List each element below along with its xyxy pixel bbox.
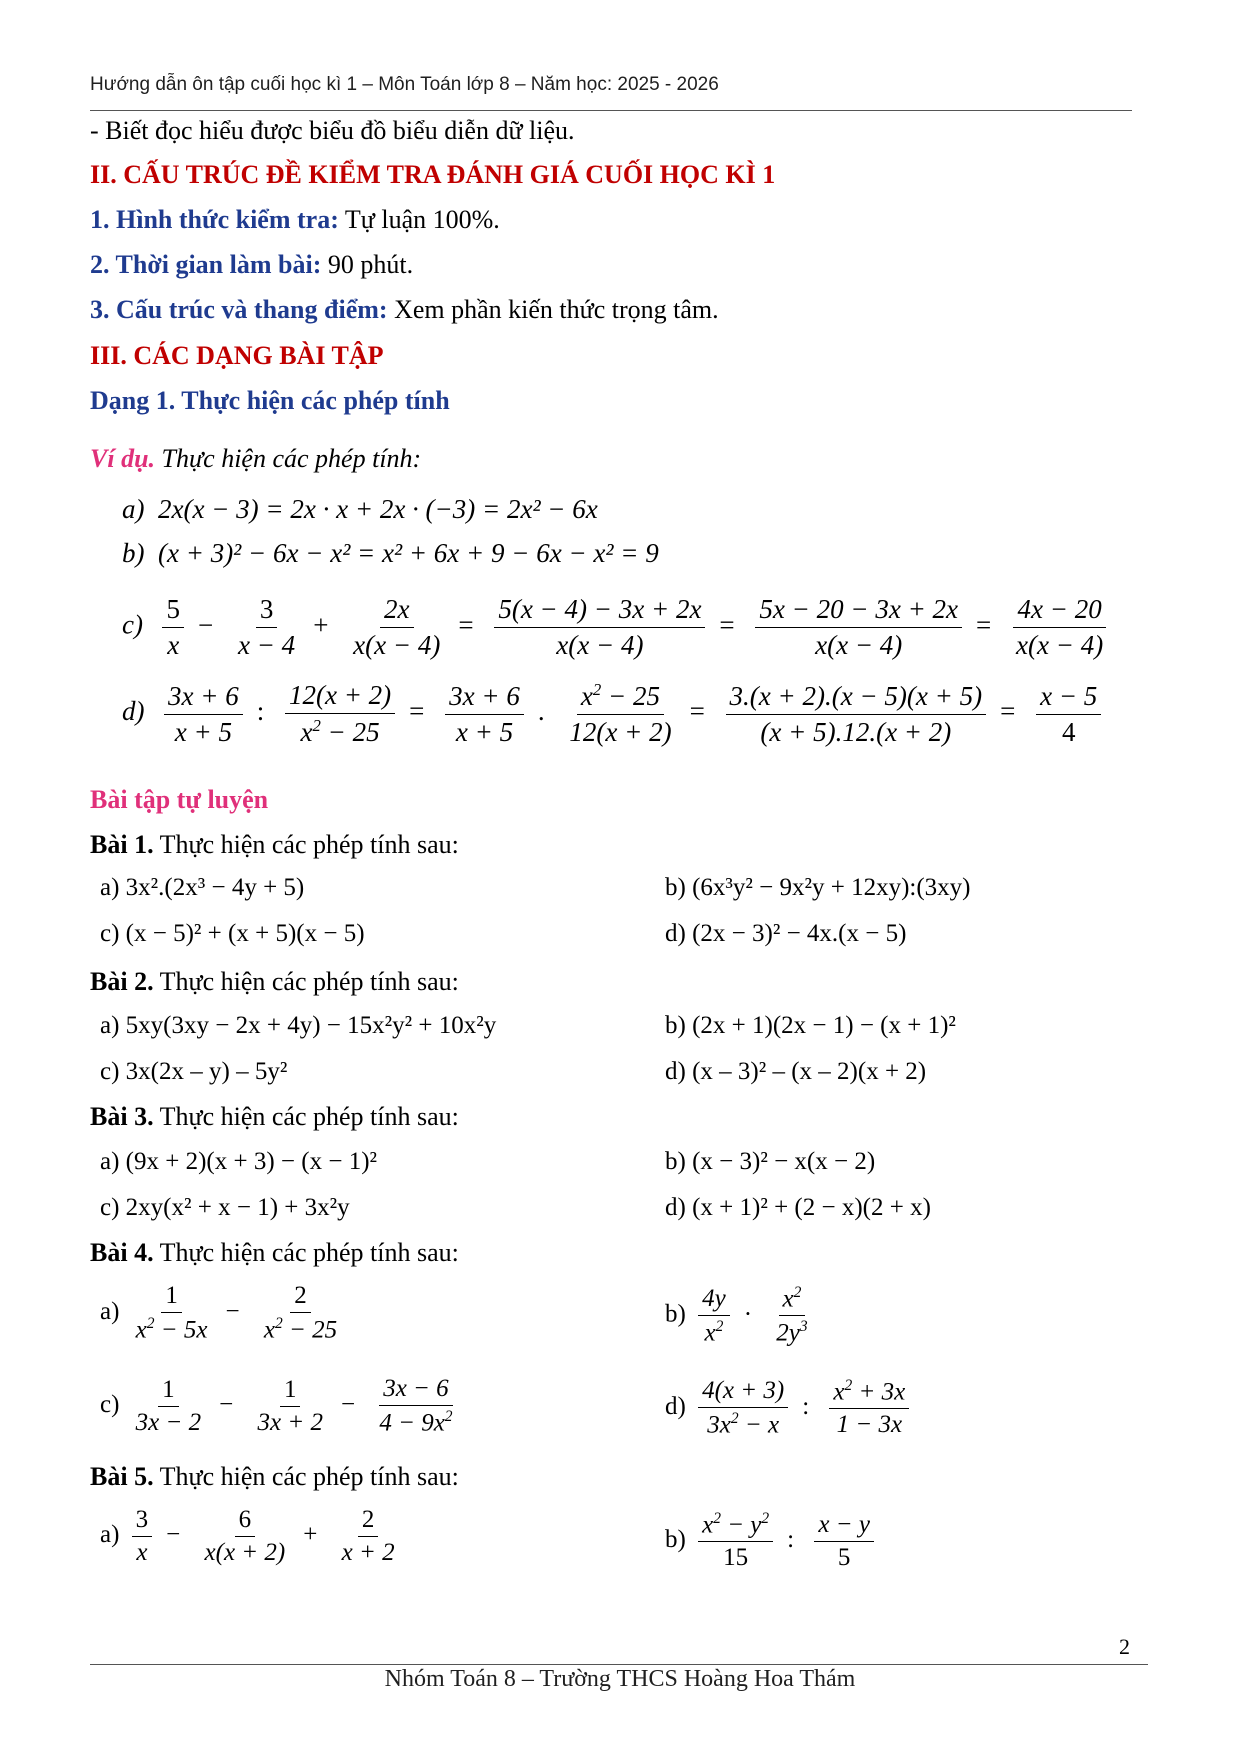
section-2-item-1: 1. Hình thức kiểm tra: Tự luận 100%. (90, 205, 500, 234)
bai-3-heading: Bài 3. Thực hiện các phép tính sau: (90, 1102, 459, 1131)
bai-1-d: d) (2x − 3)² − 4x.(x − 5) (665, 920, 907, 947)
bai-3-c: c) 2xy(x² + x − 1) + 3x²y (100, 1194, 350, 1221)
bai-2-c: c) 3x(2x – y) – 5y² (100, 1058, 288, 1085)
bai-2-a: a) 5xy(3xy − 2x + 4y) − 15x²y² + 10x²y (100, 1012, 497, 1039)
example-c: c) $\frac{5}{x}$ − $\frac{3}{x - 4}$ + $\frac{2x}{x(x - 4)}$ = $\frac{5(x - 4) - 3x + 2x}{x(x - 4)}$ = $\frac{5x - 20 - 3x + 2x}{x(x - 4)}$ = $\frac{4x - 20}{x(x - 4)}$ (122, 594, 1113, 661)
footer-rule (90, 1664, 1148, 1665)
bai-5-heading: Bài 5. Thực hiện các phép tính sau: (90, 1462, 459, 1491)
section-2-title: II. CẤU TRÚC ĐỀ KIỂM TRA ĐÁNH GIÁ CUỐI HỌC KÌ 1 (90, 160, 776, 189)
bai-1-c: c) (x − 5)² + (x + 5)(x − 5) (100, 920, 365, 947)
page-header: Hướng dẫn ôn tập cuối học kì 1 – Môn Toán lớp 8 – Năm học: 2025 - 2026 (90, 74, 719, 95)
header-rule (90, 110, 1132, 111)
bai-3-d: d) (x + 1)² + (2 − x)(2 + x) (665, 1194, 931, 1221)
example-a: a) 2x(x − 3) = 2x · x + 2x · (−3) = 2x² − 6x (122, 494, 598, 524)
bai-1-a: a) 3x².(2x³ − 4y + 5) (100, 874, 305, 901)
bai-3-b: b) (x − 3)² − x(x − 2) (665, 1148, 876, 1175)
practice-title: Bài tập tự luyện (90, 785, 269, 814)
bai-5-a: a) $\frac{3}{x}$ − $\frac{6}{x(x + 2)}$ + $\frac{2}{x + 2}$ (100, 1506, 395, 1566)
bai-4-d: d) $\frac{4(x + 3)}{3x^2 - x}$ : $\frac{x^2 + 3x}{1 - 3x}$ (665, 1377, 915, 1439)
bai-4-b: b) $\frac{4y}{x^2}$ · $\frac{x^2}{2y^3}$ (665, 1284, 808, 1347)
section-2-item-2: 2. Thời gian làm bài: 90 phút. (90, 250, 414, 279)
page-number: 2 (1119, 1634, 1130, 1659)
bai-2-b: b) (2x + 1)(2x − 1) − (x + 1)² (665, 1012, 956, 1039)
example-heading: Ví dụ. Thực hiện các phép tính: (90, 444, 422, 473)
section-3-title: III. CÁC DẠNG BÀI TẬP (90, 341, 384, 370)
example-b: b) (x + 3)² − 6x − x² = x² + 6x + 9 − 6x − x² = 9 (122, 538, 659, 568)
dang-1-title: Dạng 1. Thực hiện các phép tính (90, 386, 450, 415)
bai-2-d: d) (x – 3)² – (x – 2)(x + 2) (665, 1058, 927, 1085)
bai-4-heading: Bài 4. Thực hiện các phép tính sau: (90, 1238, 459, 1267)
section-2-item-3: 3. Cấu trúc và thang điểm: Xem phần kiến thức trọng tâm. (90, 295, 719, 324)
example-d: d) $\frac{3x + 6}{x + 5}$ : $\frac{12(x + 2)}{x^2 - 25}$ = $\frac{3x + 6}{x + 5}$ . $\frac{x^2 - 25}{12(x + 2)}$ = $\frac{3.(x + 2).(x - 5)(x + 5)}{(x + 5).12.(x + 2)}$ = $\frac{x - 5}{4}$ (122, 680, 1107, 748)
bai-3-a: a) (9x + 2)(x + 3) − (x − 1)² (100, 1148, 378, 1175)
bai-4-a: a) $\frac{1}{x^2 - 5x}$ − $\frac{2}{x^2 - 25}$ (100, 1282, 338, 1344)
bai-1-b: b) (6x³y² − 9x²y + 12xy):(3xy) (665, 874, 971, 901)
page-footer: Nhóm Toán 8 – Trường THCS Hoàng Hoa Thám (384, 1666, 856, 1692)
intro-line: - Biết đọc hiểu được biểu đồ biểu diễn dữ liệu. (90, 116, 575, 145)
bai-4-c: c) $\frac{1}{3x - 2}$ − $\frac{1}{3x + 2}$ − $\frac{3x - 6}{4 - 9x^2}$ (100, 1375, 453, 1437)
bai-5-b: b) $\frac{x^2 - y^2}{15}$ : $\frac{x - y}{5}$ (665, 1510, 880, 1572)
bai-1-heading: Bài 1. Thực hiện các phép tính sau: (90, 830, 459, 859)
bai-2-heading: Bài 2. Thực hiện các phép tính sau: (90, 967, 459, 996)
